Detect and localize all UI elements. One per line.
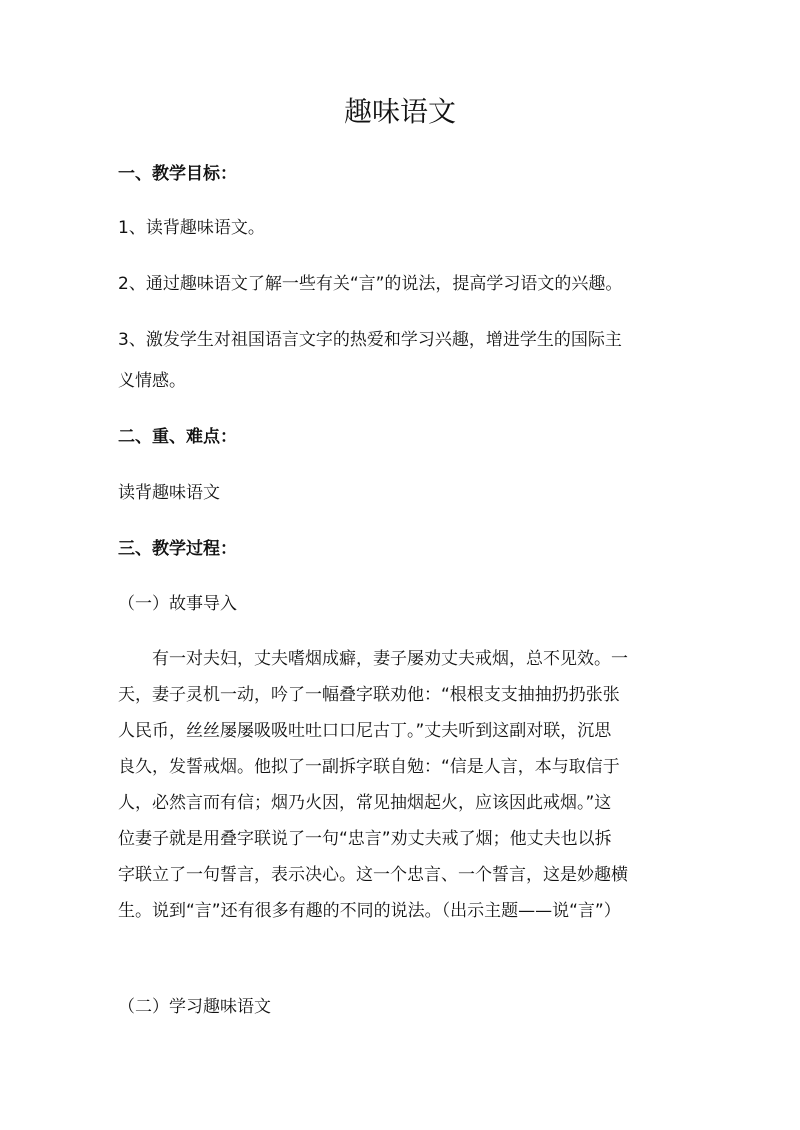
story-line: 人，必然言而有信；烟乃火因，常见抽烟起火，应该因此戒烟。”这 (118, 793, 612, 813)
section-heading-process: 三、教学过程： (118, 539, 237, 559)
section-heading-key-points: 二、重、难点： (118, 427, 237, 447)
subsection-heading-story: （一）故事导入 (118, 594, 237, 614)
section-heading-objectives: 一、教学目标： (118, 164, 237, 184)
story-line: 人民币，丝丝屡屡吸吸吐吐口口尼古丁。”丈夫听到这副对联，沉思 (118, 721, 612, 741)
objective-item-3: 3、激发学生对祖国语言文字的热爱和学习兴趣，增进学生的国际主 (118, 330, 622, 350)
story-line: 字联立了一句誓言，表示决心。这一个忠言、一个誓言，这是妙趣横 (118, 865, 628, 885)
objective-item-3-continued: 义情感。 (118, 371, 186, 391)
story-line: 生。说到“言”还有很多有趣的不同的说法。（出示主题——说“言”） (118, 901, 621, 921)
story-line: 位妻子就是用叠字联说了一句“忠言”劝丈夫戒了烟；他丈夫也以拆 (118, 829, 612, 849)
key-points-body: 读背趣味语文 (118, 483, 220, 503)
story-paragraph (118, 641, 688, 929)
story-line: 良久，发誓戒烟。他拟了一副拆字联自勉：“信是人言，本与取信于 (118, 757, 620, 777)
objective-item-1: 1、读背趣味语文。 (118, 218, 265, 238)
document-title: 趣味语文 (343, 95, 456, 128)
subsection-heading-study: （二）学习趣味语文 (118, 997, 271, 1017)
story-line: 天，妻子灵机一动，吟了一幅叠字联劝他：“根根支支抽抽扔扔张张 (118, 685, 620, 705)
objective-item-2: 2、通过趣味语文了解一些有关“言”的说法，提高学习语文的兴趣。 (118, 274, 623, 294)
story-line: 有一对夫妇，丈夫嗜烟成癖，妻子屡劝丈夫戒烟，总不见效。一 (118, 649, 628, 669)
